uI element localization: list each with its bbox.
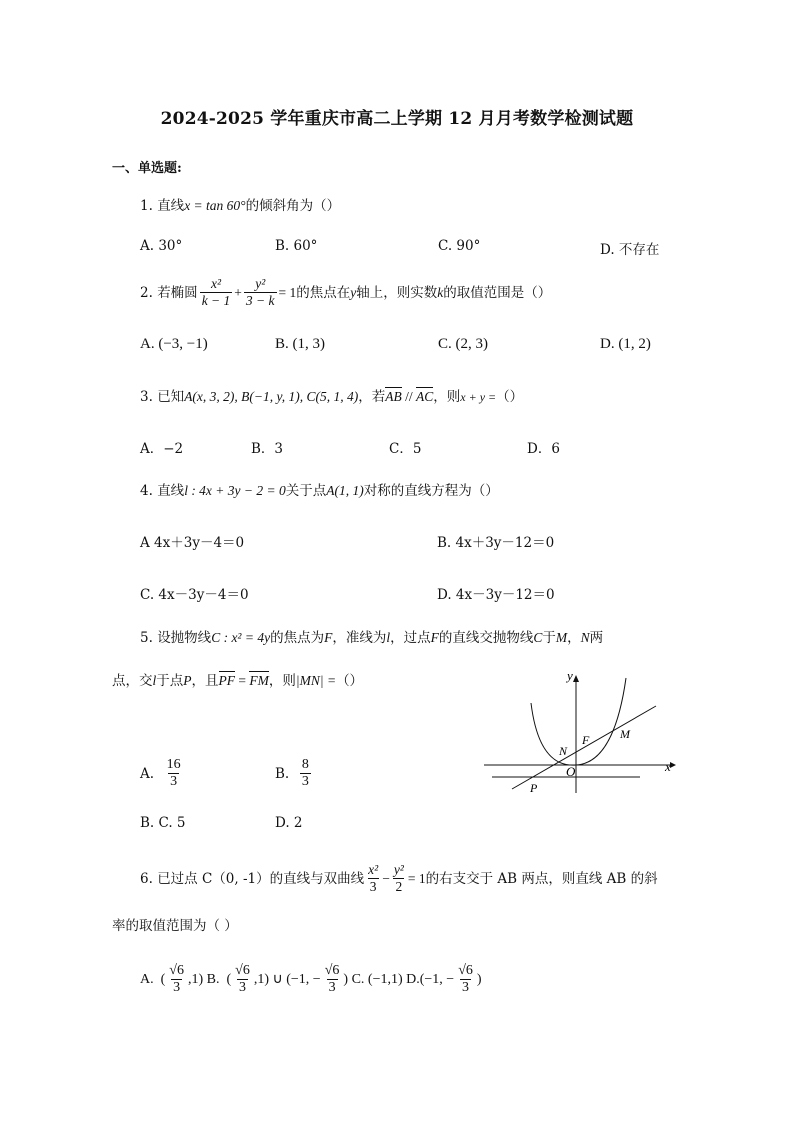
q3-number: 3. [140, 389, 153, 405]
q6-number: 6. [140, 870, 153, 887]
q5-option-a-fraction: $\frac{16}{3}$ [166, 757, 181, 789]
q1-option-d: D. 不存在 [600, 242, 660, 258]
x-axis-arrow-icon [670, 762, 676, 768]
question-1 [140, 196, 340, 216]
q5-vector-pf: PF [219, 671, 236, 691]
q5-option-b-label: B. [275, 765, 290, 782]
q3-stem-c: ，则 [433, 389, 461, 405]
q1-number: 1. [140, 198, 153, 214]
parabola-curve [531, 678, 626, 765]
q5-equals: = [235, 673, 250, 688]
q6-option-d-fraction: $\frac{√6}{3}$ [458, 963, 473, 995]
q5-abs-mn: |MN| = [295, 673, 337, 688]
q2-equals: = 1 [278, 284, 297, 300]
q2-stem-b: 的焦点在 [296, 284, 351, 301]
q5-stem-g: 两 [589, 630, 604, 646]
q5-stem-c: ，准线为 [332, 630, 387, 646]
q5-option-b [275, 757, 313, 790]
q3-points: A(x, 3, 2), B(−1, y, 1), C(5, 1, 4) [184, 389, 359, 404]
q5-line2-d: ，则 [268, 673, 296, 689]
q5-curve: C : x² = 4y [211, 630, 271, 645]
q6-line-2: 率的取值范围为（ ） [112, 918, 238, 934]
q3-stem-a: 已知 [157, 389, 185, 405]
q5-var-p: P [183, 673, 192, 688]
q2-stem-d: 的取值范围是（） [443, 284, 552, 301]
q6-stem-b: 的右支交于 AB 两点，则直线 AB 的斜 [425, 870, 658, 887]
q1-equation: x = tan 60° [184, 198, 246, 213]
q4-stem-a: 直线 [157, 483, 185, 499]
q2-number: 2. [140, 284, 153, 301]
q4-stem-c: 对称的直线方程为（） [363, 483, 499, 499]
q2-option-b: B. (1, 3) [275, 336, 325, 352]
graph-label-o: O [566, 764, 576, 779]
q5-stem-b: 的焦点为 [270, 630, 325, 646]
question-3 [140, 387, 523, 407]
q1-option-c: C. 90° [438, 238, 481, 254]
q5-line2-c: ，且 [191, 673, 219, 689]
q2-stem-a: 若椭圆 [157, 284, 198, 301]
q5-option-d: D. 2 [275, 815, 303, 831]
q5-var-n: N [580, 630, 590, 645]
question-4 [140, 481, 499, 501]
q6-equals: = 1 [407, 870, 426, 886]
q6-option-b-end: ) C. [343, 971, 365, 987]
graph-label-n: N [559, 744, 568, 758]
q5-stem-d: ，过点 [390, 630, 431, 646]
q5-line2-e: （） [336, 673, 364, 689]
q2-var-k: k [437, 284, 444, 300]
q6-option-b-fraction-2: $\frac{√6}{3}$ [324, 963, 340, 995]
q4-stem-b: 关于点 [285, 483, 327, 499]
q2-option-a: A. (−3, −1) [140, 336, 208, 352]
q6-option-b-tail: ,1) ∪ (−1, − [253, 972, 321, 987]
page-title: 2024-2025 学年重庆市高二上学期 12 月月考数学检测试题 [160, 109, 634, 129]
q1-option-a: A. 30° [140, 238, 183, 254]
q5-var-f: F [324, 630, 333, 645]
q5-option-c: B. C. 5 [140, 815, 186, 831]
graph-label-f: F [582, 733, 590, 747]
question-5 [140, 628, 603, 648]
q3-stem-b: ，若 [358, 389, 386, 405]
q2-var-y: y [350, 284, 357, 300]
q2-plus: + [234, 284, 242, 300]
q5-stem-e: 的直线交抛物线 [438, 630, 534, 646]
q5-option-a [140, 757, 185, 790]
q4-option-b: B. 4x＋3y－12＝0 [437, 535, 555, 551]
q5-var-f-2: F [430, 630, 439, 645]
q6-minus: − [382, 870, 390, 886]
y-axis-arrow-icon [573, 675, 579, 682]
q5-comma: ， [567, 630, 581, 646]
question-2 [140, 276, 551, 309]
q6-option-a-label: A. [140, 971, 154, 987]
q5-option-a-label: A. [140, 765, 155, 782]
q3-vector-ac: AC [416, 387, 433, 407]
q4-point: A(1, 1) [326, 483, 364, 498]
question-6 [140, 862, 658, 895]
q4-option-c: C. 4x－3y－4＝0 [140, 587, 249, 603]
q6-option-a-tail: ,1) B. [187, 971, 220, 987]
q3-option-d: D．6 [527, 441, 560, 457]
graph-label-m: M [620, 727, 630, 741]
q6-options: A. ( $\frac{√6}{3}$ ,1) B. ( $\frac{√6}{3}$ ,1) ∪ (−1, − $\frac{√6}{3}$ ) C. (−1,1) D.(−1, − $\frac{√6}{3}$ ) [140, 963, 482, 995]
q3-vector-ab: AB [385, 387, 402, 407]
q5-number: 5. [140, 630, 153, 646]
q5-stem-a: 设抛物线 [157, 630, 212, 646]
q4-option-a: A 4x＋3y－4＝0 [140, 535, 245, 551]
q5-vector-fm: FM [249, 671, 269, 691]
q5-var-c: C [533, 630, 543, 645]
graph-label-y: y [567, 668, 573, 683]
q3-option-a: A．−2 [140, 441, 184, 457]
question-5-line-2 [112, 671, 363, 691]
q2-stem-c: 轴上，则实数 [356, 284, 438, 301]
q6-option-b-fraction-1: $\frac{√6}{3}$ [235, 963, 250, 995]
q5-var-l-2: l [152, 673, 157, 688]
q1-option-b: B. 60° [275, 238, 318, 254]
q6-option-a-fraction: $\frac{√6}{3}$ [169, 963, 184, 995]
q2-option-d: D. (1, 2) [600, 336, 651, 352]
q6-stem-a: 已过点 C（0, -1）的直线与双曲线 [157, 870, 365, 887]
q1-stem-b: 的倾斜角为（） [245, 198, 341, 214]
q5-line2-a: 点，交 [112, 673, 153, 689]
q5-var-l: l [386, 630, 391, 645]
q1-stem-a: 直线 [157, 198, 185, 214]
q2-fraction-1: $\frac{\text{x²}}{k - 1}$ [201, 276, 231, 308]
q3-parallel: // [401, 389, 417, 404]
q6-option-d-end: ) [476, 971, 482, 987]
graph-label-x: x [665, 759, 671, 774]
q2-fraction-2: $\frac{\text{y²}}{3 - k}$ [245, 276, 275, 308]
q5-parabola-figure [484, 668, 684, 800]
section-heading: 一、单选题: [112, 161, 182, 176]
q5-line2-b: 于点 [156, 673, 184, 689]
q3-option-c: C．5 [389, 441, 422, 457]
q3-expression: x + y = [460, 390, 497, 404]
q4-number: 4. [140, 483, 153, 499]
q6-fraction-2: $\frac{\text{y²}}{2}$ [393, 862, 404, 894]
q3-stem-d: （） [496, 389, 524, 405]
q3-option-b: B．3 [251, 441, 284, 457]
q2-option-c: C. (2, 3) [438, 336, 488, 352]
q6-option-c-d: (−1,1) D.(−1, − [367, 971, 455, 987]
q4-option-d: D. 4x－3y－12＝0 [437, 587, 555, 603]
q4-line-equation: l : 4x + 3y − 2 = 0 [184, 483, 286, 498]
q6-fraction-1: $\frac{\text{x²}}{3}$ [368, 862, 379, 894]
q5-option-b-fraction: $\frac{8}{3}$ [301, 757, 309, 789]
graph-label-p: P [530, 781, 538, 795]
q5-var-m: M [555, 630, 568, 645]
q5-stem-f: 于 [542, 630, 556, 646]
